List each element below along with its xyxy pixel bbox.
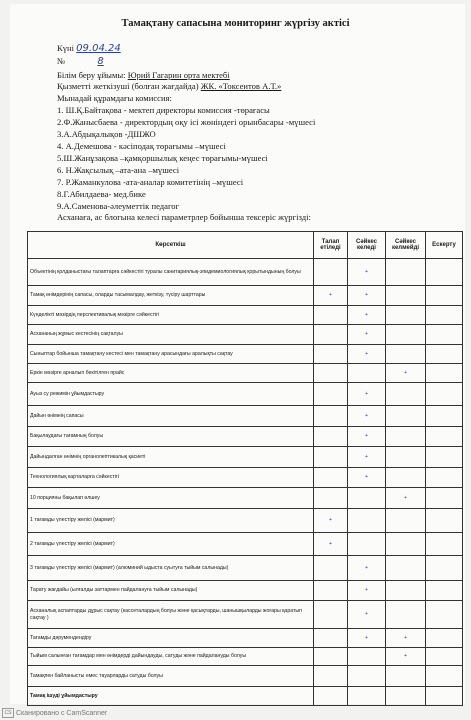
- table-row: [28, 581, 463, 601]
- member-6: 6. Н.Жақсылық –ата-ана –мүшесі: [57, 165, 180, 175]
- header-note: Ескерту: [426, 232, 463, 259]
- row-label: Технологиялық карталарға сәйкестігі: [28, 468, 314, 488]
- row-note: [426, 581, 463, 601]
- row-required: [314, 383, 348, 406]
- row-label: Күнделікті мәзірдің перспективалық мәзірге сәйкестігі: [28, 306, 314, 325]
- row-compliant: [348, 533, 386, 556]
- row-note: [426, 447, 463, 468]
- row-noncompliant: [386, 533, 426, 556]
- row-label: Дайындалған өнімнің органолептикалық қасиеті: [28, 447, 314, 468]
- member-1: 1. Ш.Қ.Байтақова - мектеп директоры комиссия -төрағасы: [57, 105, 270, 115]
- member-2: 2.Ф.Жанысбаева - директордың оқу ісі жөніндегі орынбасары -мүшесі: [57, 117, 316, 127]
- row-note: [426, 533, 463, 556]
- row-required: [314, 364, 348, 383]
- row-compliant: +: [348, 325, 386, 345]
- table-row: [28, 325, 463, 345]
- row-compliant: [348, 687, 386, 706]
- table-row: [28, 468, 463, 488]
- row-label: Асхананың жұмыс кестесінің сақталуы: [28, 325, 314, 345]
- row-required: [314, 666, 348, 687]
- row-compliant: +: [348, 447, 386, 468]
- row-compliant: +: [348, 406, 386, 427]
- row-label: Тағамды дәрумендендіру: [28, 629, 314, 648]
- row-compliant: +: [348, 629, 386, 648]
- table-row: [28, 666, 463, 687]
- row-noncompliant: [386, 345, 426, 364]
- row-note: [426, 666, 463, 687]
- row-noncompliant: [386, 666, 426, 687]
- row-noncompliant: [386, 259, 426, 286]
- member-9: 9.А.Саменова-әлеуметтік педагог: [57, 201, 180, 211]
- row-required: [314, 581, 348, 601]
- row-noncompliant: [386, 581, 426, 601]
- table-header-row: [28, 232, 463, 259]
- row-compliant: +: [348, 259, 386, 286]
- row-note: [426, 259, 463, 286]
- member-7: 7. Р.Жаманкулова -ата-аналар комитетінің –мүшесі: [57, 177, 244, 187]
- row-compliant: [348, 488, 386, 509]
- row-compliant: +: [348, 556, 386, 581]
- row-noncompliant: [386, 687, 426, 706]
- row-label: 1 тағамды үлестіру желісі (мармит): [28, 509, 314, 533]
- header-noncompliant: Сәйкес келмейді: [386, 232, 426, 259]
- table-row: [28, 306, 463, 325]
- table-row: [28, 406, 463, 427]
- row-required: +: [314, 533, 348, 556]
- table-row: [28, 345, 463, 364]
- row-note: [426, 687, 463, 706]
- row-required: +: [314, 286, 348, 306]
- row-label: Тамақпен байланысты емес тауарларды сатуды болуы: [28, 666, 314, 687]
- org-value: Юрий Гагарин орта мектебі: [127, 70, 230, 80]
- row-note: [426, 488, 463, 509]
- row-required: [314, 488, 348, 509]
- table-row: [28, 364, 463, 383]
- row-note: [426, 509, 463, 533]
- row-note: [426, 601, 463, 629]
- row-required: [314, 556, 348, 581]
- provider-value: ЖК. «Токсеитов А.Т.»: [200, 81, 282, 91]
- number-label: №: [57, 56, 66, 66]
- date-value: 09.04.24: [76, 43, 121, 54]
- row-required: [314, 468, 348, 488]
- row-label: 2 тағамды үлестіру желісі (мармит): [28, 533, 314, 556]
- number-line: [57, 56, 104, 67]
- row-label: Еркін мәзірге арналып бекітілген прайс: [28, 364, 314, 383]
- table-row: [28, 533, 463, 556]
- row-note: [426, 286, 463, 306]
- commission-intro: Мынадай құрамдағы комиссия:: [57, 93, 172, 103]
- table-row: [28, 556, 463, 581]
- row-compliant: [348, 509, 386, 533]
- date-label: Күні: [57, 43, 75, 53]
- row-label: Сыныптар бойынша тамақтану кестесі мен тамақтану арасындағы аралықты сақтау: [28, 345, 314, 364]
- table-row: [28, 687, 463, 706]
- org-label: Білім беру ұйымы:: [57, 70, 126, 80]
- row-compliant: +: [348, 427, 386, 447]
- member-4: 4. А.Демешова - кәсіподақ төрағымы –мүшесі: [57, 141, 226, 151]
- row-note: [426, 468, 463, 488]
- row-note: [426, 325, 463, 345]
- row-label: Бақылаудағы тағамның болуы: [28, 427, 314, 447]
- document-title: Тамақтану сапасына мониторинг жүргізу актісі: [121, 18, 350, 29]
- row-noncompliant: [386, 406, 426, 427]
- row-label: Асханалық аспаптарды дұрыс сақтау (кассеталардың болуы және қасықтарды, шанышқыларды жоғары қаратып сақтау ): [28, 601, 314, 629]
- row-note: [426, 556, 463, 581]
- row-noncompliant: [386, 383, 426, 406]
- row-noncompliant: [386, 306, 426, 325]
- table-row: [28, 629, 463, 648]
- row-compliant: [348, 666, 386, 687]
- row-required: [314, 601, 348, 629]
- row-note: [426, 648, 463, 666]
- row-label: 3 тағамды үлестіру желісі (мармит) (алюминий ыдыста суытуға тыйым салынады): [28, 556, 314, 581]
- row-noncompliant: [386, 427, 426, 447]
- header-required: Талап етіледі: [314, 232, 348, 259]
- table-row: [28, 286, 463, 306]
- provider-label: Қызметті жеткізуші (болған жағдайда): [57, 81, 199, 91]
- table-row: [28, 648, 463, 666]
- row-noncompliant: +: [386, 488, 426, 509]
- member-8: 8.Г.Абилдаева- мед.бике: [57, 189, 146, 199]
- row-note: [426, 345, 463, 364]
- row-label: Объектінің қолданыстағы талаптарға сәйкестігі туралы санитариялық-эпидемиологиялық қорытындының болуы: [28, 259, 314, 286]
- row-compliant: +: [348, 581, 386, 601]
- row-noncompliant: [386, 468, 426, 488]
- row-label: Ауыз су режимін ұйымдастыру: [28, 383, 314, 406]
- row-note: [426, 629, 463, 648]
- row-noncompliant: +: [386, 364, 426, 383]
- row-note: [426, 383, 463, 406]
- row-compliant: +: [348, 286, 386, 306]
- row-required: [314, 447, 348, 468]
- row-noncompliant: +: [386, 648, 426, 666]
- row-noncompliant: [386, 286, 426, 306]
- row-compliant: [348, 364, 386, 383]
- row-required: [314, 427, 348, 447]
- row-note: [426, 406, 463, 427]
- monitoring-table: [27, 231, 463, 706]
- header-compliant: Сәйкес келеді: [348, 232, 386, 259]
- row-compliant: +: [348, 306, 386, 325]
- table-row: [28, 488, 463, 509]
- row-required: [314, 306, 348, 325]
- row-label: Тарату жағдайы (ылғалды заттармен пайдалануға тыйым салынады): [28, 581, 314, 601]
- row-compliant: +: [348, 345, 386, 364]
- date-line: [57, 43, 121, 54]
- table-row: [28, 259, 463, 286]
- row-required: [314, 259, 348, 286]
- row-required: [314, 648, 348, 666]
- row-required: [314, 406, 348, 427]
- row-note: [426, 364, 463, 383]
- row-label: Дайын өнімнің сапасы: [28, 406, 314, 427]
- row-label: Тамақ өнімдерінің сапасы, оларды тасымалдау, жеткізу, түсіру шарттары: [28, 286, 314, 306]
- row-compliant: +: [348, 468, 386, 488]
- row-required: [314, 629, 348, 648]
- row-note: [426, 427, 463, 447]
- row-label: 10 порцияны бақылап өлшеу: [28, 488, 314, 509]
- row-noncompliant: [386, 509, 426, 533]
- row-required: [314, 325, 348, 345]
- header-indicator: Көрсеткіш: [28, 232, 314, 259]
- row-noncompliant: +: [386, 629, 426, 648]
- camscanner-logo: CS: [2, 708, 14, 718]
- table-row: [28, 509, 463, 533]
- table-row: [28, 447, 463, 468]
- row-required: +: [314, 509, 348, 533]
- row-compliant: +: [348, 601, 386, 629]
- row-required: [314, 345, 348, 364]
- row-noncompliant: [386, 556, 426, 581]
- row-note: [426, 306, 463, 325]
- row-label: Тамақ ішуді ұйымдастыру: [28, 687, 314, 706]
- number-value: 8: [97, 56, 104, 67]
- footer-text: Сканировано с CamScanner: [16, 709, 108, 717]
- table-row: [28, 427, 463, 447]
- table-row: [28, 383, 463, 406]
- row-required: [314, 687, 348, 706]
- row-compliant: [348, 648, 386, 666]
- row-compliant: +: [348, 383, 386, 406]
- scanner-footer: [2, 708, 107, 718]
- member-3: 3.А.Абдықалықов -ДШЖО: [57, 129, 156, 139]
- row-noncompliant: [386, 447, 426, 468]
- provider-line: [57, 81, 281, 91]
- table-row: [28, 601, 463, 629]
- row-label: Тыйым салынған тағамдар мен өнімдерді дайындауды, сатуды және пайдалануды болуы: [28, 648, 314, 666]
- check-intro: Асханаға, ас блогына келесі параметрлер бойынша тексеріс жүргізді:: [57, 212, 311, 222]
- org-line: [57, 70, 230, 80]
- row-noncompliant: [386, 601, 426, 629]
- member-5: 5.Ш.Жанұзақова –қамқоршылық кеңес төрағымы-мүшесі: [57, 153, 268, 163]
- row-noncompliant: [386, 325, 426, 345]
